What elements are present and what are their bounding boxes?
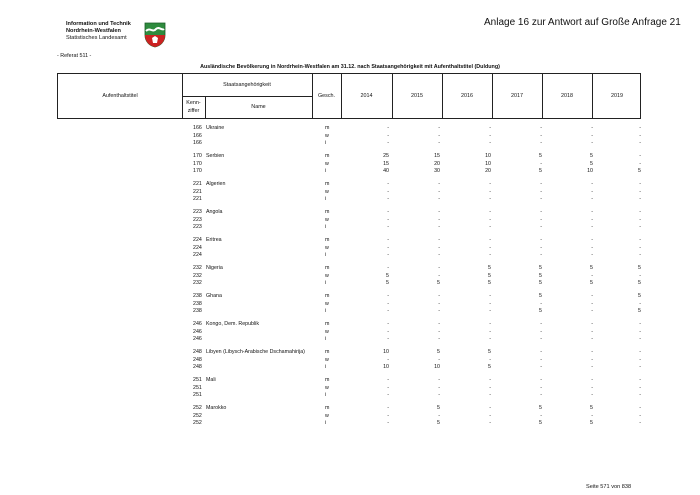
geschlecht-cell: w	[325, 272, 329, 279]
value-cell: -	[639, 377, 641, 383]
value-cell: -	[639, 412, 641, 419]
value-cell: -	[540, 140, 542, 146]
country-name-cell: Marokko	[206, 405, 227, 411]
value-cell: -	[591, 224, 593, 230]
value-cell: -	[639, 188, 641, 195]
value-cell: 5	[590, 405, 593, 411]
value-cell: -	[387, 125, 389, 131]
value-cell: -	[438, 244, 440, 251]
value-cell: 5	[539, 293, 542, 299]
kennziffer-cell: 232	[193, 272, 202, 279]
country-name-cell: Algerien	[206, 181, 226, 187]
value-cell: -	[591, 364, 593, 370]
value-cell: -	[489, 244, 491, 251]
kennziffer-cell: 166	[193, 140, 202, 146]
value-cell: -	[387, 392, 389, 398]
geschlecht-cell: m	[325, 377, 330, 383]
value-cell: -	[591, 392, 593, 398]
value-cell: 40	[383, 168, 389, 174]
value-cell: -	[438, 265, 440, 271]
org-line-1: Information und Technik	[66, 21, 131, 27]
kennziffer-cell: 238	[193, 293, 202, 299]
geschlecht-cell: i	[325, 336, 327, 342]
value-cell: -	[387, 328, 389, 335]
value-cell: 10	[383, 364, 389, 370]
value-cell: -	[591, 244, 593, 251]
value-cell: -	[489, 132, 491, 139]
value-cell: -	[639, 364, 641, 370]
kennziffer-cell: 232	[193, 280, 202, 286]
value-cell: -	[387, 181, 389, 187]
value-cell: -	[387, 244, 389, 251]
value-cell: -	[540, 160, 542, 167]
geschlecht-cell: i	[325, 168, 327, 174]
value-cell: 5	[437, 349, 440, 355]
value-cell: -	[591, 321, 593, 327]
geschlecht-cell: m	[325, 405, 330, 411]
value-cell: -	[639, 237, 641, 243]
value-cell: 5	[488, 280, 491, 286]
value-cell: -	[591, 125, 593, 131]
value-cell: -	[387, 237, 389, 243]
value-cell: 5	[638, 293, 641, 299]
value-cell: -	[591, 237, 593, 243]
value-cell: 10	[485, 160, 491, 167]
value-cell: -	[639, 252, 641, 258]
geschlecht-cell: m	[325, 181, 330, 187]
value-cell: -	[387, 384, 389, 391]
value-cell: -	[591, 384, 593, 391]
value-cell: -	[489, 209, 491, 215]
value-cell: 5	[488, 265, 491, 271]
value-cell: -	[387, 308, 389, 314]
value-cell: -	[540, 224, 542, 230]
value-cell: -	[540, 328, 542, 335]
country-name-cell: Libyen (Libysch-Arabische Dschamahirija)	[206, 349, 305, 355]
header-year: 2019	[611, 93, 623, 99]
value-cell: -	[438, 125, 440, 131]
value-cell: -	[540, 125, 542, 131]
value-cell: -	[387, 209, 389, 215]
value-cell: -	[387, 196, 389, 202]
value-cell: -	[438, 224, 440, 230]
value-cell: -	[639, 321, 641, 327]
country-name-cell: Kongo, Dem. Republik	[206, 321, 259, 327]
value-cell: -	[438, 237, 440, 243]
kennziffer-cell: 224	[193, 252, 202, 258]
value-cell: -	[438, 336, 440, 342]
value-cell: -	[591, 216, 593, 223]
value-cell: -	[540, 349, 542, 355]
value-cell: -	[387, 140, 389, 146]
value-cell: -	[591, 336, 593, 342]
value-cell: -	[387, 132, 389, 139]
value-cell: -	[540, 356, 542, 363]
value-cell: 5	[638, 265, 641, 271]
value-cell: -	[387, 356, 389, 363]
value-cell: -	[591, 132, 593, 139]
geschlecht-cell: w	[325, 244, 329, 251]
value-cell: -	[639, 328, 641, 335]
geschlecht-cell: m	[325, 125, 330, 131]
value-cell: 5	[437, 420, 440, 426]
value-cell: -	[489, 321, 491, 327]
geschlecht-cell: m	[325, 209, 330, 215]
kennziffer-cell: 252	[193, 405, 202, 411]
value-cell: -	[489, 188, 491, 195]
value-cell: 5	[539, 420, 542, 426]
value-cell: 5	[590, 280, 593, 286]
referat-label: - Referat 511 -	[57, 53, 92, 59]
value-cell: -	[639, 125, 641, 131]
value-cell: 20	[485, 168, 491, 174]
value-cell: -	[540, 196, 542, 202]
value-cell: 5	[488, 272, 491, 279]
value-cell: -	[438, 209, 440, 215]
header-kennziffer: Kenn- ziffer	[186, 100, 201, 114]
value-cell: -	[438, 181, 440, 187]
value-cell: 5	[638, 280, 641, 286]
value-cell: -	[639, 244, 641, 251]
kennziffer-cell: 221	[193, 196, 202, 202]
value-cell: -	[489, 216, 491, 223]
value-cell: 20	[434, 160, 440, 167]
value-cell: -	[591, 293, 593, 299]
value-cell: -	[387, 293, 389, 299]
value-cell: -	[540, 364, 542, 370]
geschlecht-cell: w	[325, 384, 329, 391]
value-cell: 15	[383, 160, 389, 167]
value-cell: -	[489, 293, 491, 299]
geschlecht-cell: w	[325, 328, 329, 335]
kennziffer-cell: 252	[193, 412, 202, 419]
value-cell: 5	[638, 168, 641, 174]
value-cell: 5	[539, 168, 542, 174]
value-cell: 30	[434, 168, 440, 174]
kennziffer-cell: 221	[193, 181, 202, 187]
value-cell: -	[489, 237, 491, 243]
kennziffer-cell: 248	[193, 356, 202, 363]
value-cell: 5	[539, 280, 542, 286]
geschlecht-cell: m	[325, 265, 330, 271]
value-cell: -	[639, 153, 641, 159]
value-cell: -	[639, 196, 641, 202]
kennziffer-cell: 170	[193, 168, 202, 174]
value-cell: -	[540, 336, 542, 342]
value-cell: -	[438, 196, 440, 202]
country-name-cell: Ghana	[206, 293, 222, 299]
value-cell: -	[438, 132, 440, 139]
kennziffer-cell: 251	[193, 377, 202, 383]
page-number: Seite 571 von 838	[586, 484, 632, 490]
value-cell: 5	[539, 405, 542, 411]
value-cell: 5	[638, 308, 641, 314]
value-cell: -	[387, 216, 389, 223]
value-cell: -	[591, 209, 593, 215]
value-cell: -	[540, 392, 542, 398]
value-cell: -	[639, 216, 641, 223]
geschlecht-cell: i	[325, 420, 327, 426]
kennziffer-cell: 166	[193, 132, 202, 139]
value-cell: -	[639, 300, 641, 307]
value-cell: -	[591, 140, 593, 146]
geschlecht-cell: w	[325, 412, 329, 419]
value-cell: 5	[539, 272, 542, 279]
value-cell: -	[489, 328, 491, 335]
value-cell: -	[489, 405, 491, 411]
value-cell: -	[591, 300, 593, 307]
value-cell: -	[540, 412, 542, 419]
value-cell: -	[591, 377, 593, 383]
value-cell: -	[591, 412, 593, 419]
value-cell: -	[591, 196, 593, 202]
value-cell: -	[489, 224, 491, 230]
header-year: 2014	[360, 93, 373, 99]
value-cell: -	[591, 252, 593, 258]
value-cell: -	[438, 321, 440, 327]
value-cell: -	[540, 216, 542, 223]
geschlecht-cell: i	[325, 252, 327, 258]
geschlecht-cell: w	[325, 216, 329, 223]
value-cell: 5	[539, 265, 542, 271]
value-cell: -	[639, 384, 641, 391]
value-cell: -	[489, 300, 491, 307]
country-name-cell: Angola	[206, 209, 223, 215]
kennziffer-cell: 232	[193, 265, 202, 271]
value-cell: -	[387, 252, 389, 258]
value-cell: 10	[587, 168, 593, 174]
header-year: 2016	[461, 93, 473, 99]
value-cell: -	[639, 132, 641, 139]
value-cell: -	[591, 272, 593, 279]
value-cell: -	[387, 265, 389, 271]
geschlecht-cell: m	[325, 237, 330, 243]
header-name: Name	[251, 104, 266, 110]
value-cell: 10	[383, 349, 389, 355]
kennziffer-cell: 252	[193, 420, 202, 426]
value-cell: -	[438, 300, 440, 307]
geschlecht-cell: i	[325, 196, 327, 202]
kennziffer-cell: 238	[193, 308, 202, 314]
geschlecht-cell: m	[325, 293, 330, 299]
geschlecht-cell: i	[325, 308, 327, 314]
geschlecht-cell: w	[325, 160, 329, 167]
value-cell: -	[540, 244, 542, 251]
value-cell: 25	[383, 153, 389, 159]
geschlecht-cell: i	[325, 392, 327, 398]
value-cell: -	[639, 209, 641, 215]
value-cell: -	[639, 392, 641, 398]
value-cell: -	[639, 140, 641, 146]
kennziffer-cell: 224	[193, 244, 202, 251]
value-cell: -	[591, 308, 593, 314]
value-cell: 5	[590, 153, 593, 159]
table-title: Ausländische Bevölkerung in Nordrhein-Westfalen am 31.12. nach Staatsangehörigkeit mit Aufenthaltstitel (Duldung)	[200, 64, 500, 70]
header-year: 2015	[411, 93, 423, 99]
value-cell: -	[591, 188, 593, 195]
value-cell: 10	[485, 153, 491, 159]
value-cell: -	[489, 140, 491, 146]
value-cell: -	[489, 392, 491, 398]
value-cell: -	[540, 300, 542, 307]
kennziffer-cell: 223	[193, 224, 202, 230]
value-cell: -	[438, 252, 440, 258]
value-cell: -	[438, 377, 440, 383]
value-cell: -	[540, 384, 542, 391]
country-name-cell: Serbien	[206, 153, 225, 159]
header-staatsangehoerigkeit: Staatsangehörigkeit	[223, 82, 271, 88]
value-cell: 5	[590, 160, 593, 167]
header-year: 2017	[511, 93, 523, 99]
value-cell: -	[639, 181, 641, 187]
value-cell: 5	[437, 280, 440, 286]
value-cell: -	[639, 336, 641, 342]
value-cell: -	[591, 356, 593, 363]
kennziffer-cell: 223	[193, 209, 202, 215]
document-heading: Anlage 16 zur Antwort auf Große Anfrage 21	[484, 17, 681, 28]
value-cell: -	[387, 377, 389, 383]
value-cell: 5	[437, 405, 440, 411]
value-cell: -	[387, 188, 389, 195]
value-cell: -	[438, 356, 440, 363]
value-cell: -	[438, 308, 440, 314]
value-cell: -	[438, 384, 440, 391]
value-cell: 5	[590, 420, 593, 426]
value-cell: -	[438, 216, 440, 223]
header-year: 2018	[561, 93, 573, 99]
value-cell: -	[639, 160, 641, 167]
value-cell: -	[438, 188, 440, 195]
kennziffer-cell: 170	[193, 160, 202, 167]
value-cell: 5	[386, 280, 389, 286]
kennziffer-cell: 248	[193, 349, 202, 355]
geschlecht-cell: w	[325, 300, 329, 307]
geschlecht-cell: m	[325, 153, 330, 159]
value-cell: 10	[434, 364, 440, 370]
geschlecht-cell: i	[325, 280, 327, 286]
value-cell: -	[438, 140, 440, 146]
value-cell: -	[489, 377, 491, 383]
value-cell: -	[387, 412, 389, 419]
value-cell: -	[387, 321, 389, 327]
value-cell: -	[438, 412, 440, 419]
geschlecht-cell: m	[325, 321, 330, 327]
value-cell: -	[489, 196, 491, 202]
value-cell: -	[489, 420, 491, 426]
value-cell: -	[540, 188, 542, 195]
kennziffer-cell: 221	[193, 188, 202, 195]
value-cell: -	[639, 349, 641, 355]
value-cell: -	[489, 181, 491, 187]
kennziffer-cell: 251	[193, 384, 202, 391]
value-cell: -	[489, 308, 491, 314]
value-cell: -	[387, 300, 389, 307]
value-cell: -	[540, 377, 542, 383]
value-cell: -	[387, 224, 389, 230]
value-cell: -	[540, 252, 542, 258]
value-cell: 5	[590, 265, 593, 271]
kennziffer-cell: 246	[193, 336, 202, 342]
kennziffer-cell: 251	[193, 392, 202, 398]
value-cell: -	[591, 181, 593, 187]
kennziffer-cell: 166	[193, 125, 202, 131]
value-cell: -	[489, 356, 491, 363]
geschlecht-cell: w	[325, 356, 329, 363]
header-geschlecht: Gesch.	[317, 93, 336, 99]
value-cell: -	[438, 272, 440, 279]
value-cell: -	[540, 321, 542, 327]
value-cell: -	[387, 336, 389, 342]
value-cell: -	[639, 420, 641, 426]
value-cell: 15	[434, 153, 440, 159]
value-cell: -	[540, 132, 542, 139]
geschlecht-cell: w	[325, 132, 329, 139]
value-cell: -	[639, 356, 641, 363]
geschlecht-cell: i	[325, 364, 327, 370]
value-cell: -	[387, 405, 389, 411]
value-cell: -	[438, 328, 440, 335]
kennziffer-cell: 246	[193, 321, 202, 327]
value-cell: -	[438, 293, 440, 299]
value-cell: -	[489, 336, 491, 342]
header-aufenthaltstitel: Aufenthaltstitel	[102, 93, 138, 99]
value-cell: -	[489, 384, 491, 391]
kennziffer-cell: 246	[193, 328, 202, 335]
value-cell: 5	[539, 153, 542, 159]
geschlecht-cell: i	[325, 140, 327, 146]
value-cell: 5	[488, 349, 491, 355]
value-cell: -	[540, 181, 542, 187]
org-line-3: Statistisches Landesamt	[66, 35, 127, 41]
value-cell: 5	[539, 308, 542, 314]
org-line-2: Nordrhein-Westfalen	[66, 28, 121, 34]
value-cell: 5	[386, 272, 389, 279]
country-name-cell: Nigeria	[206, 265, 223, 271]
country-name-cell: Mali	[206, 377, 216, 383]
value-cell: -	[639, 405, 641, 411]
value-cell: -	[387, 420, 389, 426]
value-cell: -	[489, 252, 491, 258]
value-cell: -	[639, 224, 641, 230]
value-cell: -	[639, 272, 641, 279]
value-cell: -	[540, 209, 542, 215]
value-cell: -	[540, 237, 542, 243]
geschlecht-cell: m	[325, 349, 330, 355]
country-name-cell: Eritrea	[206, 237, 222, 243]
geschlecht-cell: i	[325, 224, 327, 230]
country-name-cell: Ukraine	[206, 125, 225, 131]
kennziffer-cell: 248	[193, 364, 202, 370]
value-cell: -	[489, 125, 491, 131]
kennziffer-cell: 238	[193, 300, 202, 307]
value-cell: -	[489, 412, 491, 419]
value-cell: -	[591, 328, 593, 335]
value-cell: -	[438, 392, 440, 398]
kennziffer-cell: 224	[193, 237, 202, 243]
geschlecht-cell: w	[325, 188, 329, 195]
kennziffer-cell: 170	[193, 153, 202, 159]
value-cell: -	[591, 349, 593, 355]
kennziffer-cell: 223	[193, 216, 202, 223]
value-cell: 5	[488, 364, 491, 370]
